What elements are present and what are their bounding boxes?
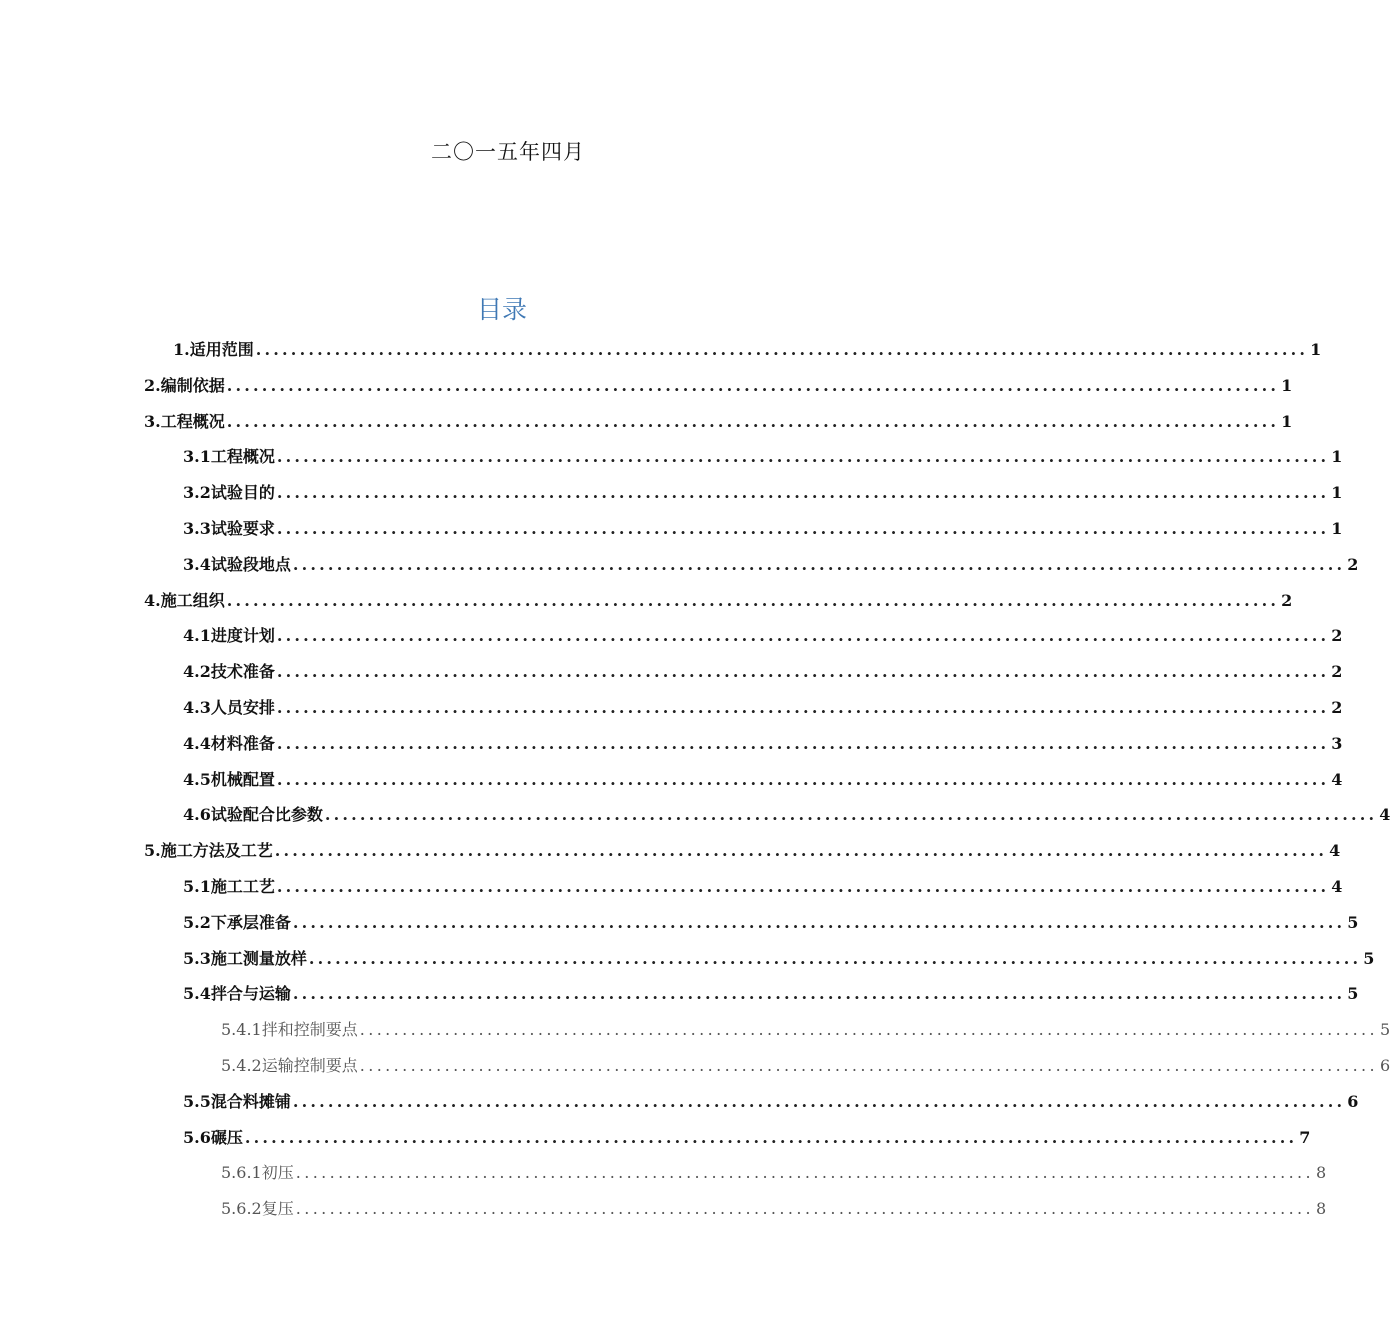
toc-leader-dots: ........................................................................................................................	[292, 1091, 1346, 1111]
toc-entry-label: 5.6碾压	[183, 1127, 243, 1147]
toc-leader-dots: ........................................................................................................................	[292, 554, 1346, 574]
toc-entry-page: 1	[1331, 483, 1343, 503]
toc-entry-label: 3.4试验段地点	[183, 554, 291, 574]
toc-leader-dots: ........................................................................................................................	[292, 984, 1346, 1004]
toc-entry-page: 4	[1331, 769, 1343, 789]
toc-entry[interactable]	[183, 909, 1359, 933]
toc-leader-dots: ........................................................................................................................	[308, 948, 1362, 968]
toc-entry[interactable]	[183, 551, 1359, 575]
toc-entry-label: 5.2下承层准备	[183, 912, 291, 932]
toc-leader-dots: ........................................................................................................................	[244, 1127, 1298, 1147]
toc-leader-dots: ........................................................................................................................	[276, 698, 1330, 717]
toc-entry[interactable]	[183, 980, 1359, 1004]
toc-entry-label: 4.2技术准备	[183, 662, 275, 682]
toc-entry-label: 4.施工组织	[144, 590, 225, 610]
toc-entry-label: 3.工程概况	[144, 411, 225, 431]
toc-title: 目录	[476, 295, 527, 324]
toc-entry-label: 5.3施工测量放样	[183, 948, 307, 968]
toc-entry-label: 1.适用范围	[173, 340, 254, 359]
toc-leader-dots: ........................................................................................................................	[324, 805, 1378, 825]
toc-leader-dots: ........................................................................................................................	[276, 769, 1330, 789]
toc-entry-label: 4.3人员安排	[183, 698, 275, 717]
toc-entry-page: 1	[1331, 519, 1343, 538]
toc-entry-page: 5	[1347, 984, 1359, 1004]
toc-leader-dots: ........................................................................................................................	[276, 877, 1330, 896]
toc-leader-dots: ........................................................................................................................	[359, 1056, 1379, 1075]
toc-entry[interactable]	[183, 801, 1390, 825]
toc-entry[interactable]	[221, 1016, 1390, 1040]
toc-entry[interactable]	[183, 730, 1343, 754]
toc-entry-label: 4.4材料准备	[183, 733, 275, 753]
toc-leader-dots: ........................................................................................................................	[276, 483, 1330, 503]
toc-entry-label: 4.1进度计划	[183, 626, 275, 646]
toc-entry-label: 4.5机械配置	[183, 769, 275, 789]
toc-entry-page: 4	[1379, 805, 1390, 825]
toc-entry-label: 5.4拌合与运输	[183, 984, 291, 1004]
toc-entry-label: 5.5混合料摊铺	[183, 1091, 291, 1111]
toc-entry-page: 3	[1331, 733, 1343, 753]
toc-entry[interactable]	[183, 443, 1343, 467]
toc-entry[interactable]	[183, 479, 1343, 503]
toc-entry[interactable]	[183, 1124, 1311, 1148]
toc-entry-page: 1	[1331, 447, 1343, 467]
toc-entry-label: 3.3试验要求	[183, 519, 275, 538]
toc-entry-label: 5.6.2复压	[221, 1199, 294, 1219]
toc-entry-page: 2	[1347, 554, 1359, 574]
toc-entry[interactable]	[183, 1088, 1359, 1112]
toc-leader-dots: ........................................................................................................................	[276, 626, 1330, 646]
toc-entry[interactable]	[183, 766, 1343, 790]
toc-entry-page: 1	[1281, 375, 1293, 395]
toc-entry-label: 5.1施工工艺	[183, 877, 275, 896]
toc-leader-dots: ........................................................................................................................	[226, 590, 1280, 610]
toc-entry[interactable]	[173, 336, 1322, 360]
toc-leader-dots: ........................................................................................................................	[276, 447, 1330, 467]
toc-leader-dots: ........................................................................................................................	[295, 1199, 1315, 1219]
toc-entry[interactable]	[144, 587, 1293, 611]
toc-leader-dots: ........................................................................................................................	[292, 912, 1346, 932]
toc-entry-page: 2	[1331, 626, 1343, 646]
toc-leader-dots: ........................................................................................................................	[274, 841, 1328, 861]
toc-entry[interactable]	[221, 1195, 1327, 1219]
toc-entry-page: 5	[1363, 948, 1375, 968]
toc-entry-page: 1	[1281, 411, 1293, 431]
toc-entry-page: 7	[1299, 1127, 1311, 1147]
toc-entry-page: 8	[1316, 1163, 1327, 1183]
toc-leader-dots: ........................................................................................................................	[276, 662, 1330, 682]
toc-entry-page: 6	[1347, 1091, 1359, 1111]
toc-entry-page: 2	[1281, 590, 1293, 610]
toc-entry-label: 5.4.1拌和控制要点	[221, 1020, 358, 1040]
toc-entry-label: 5.6.1初压	[221, 1163, 294, 1183]
toc-entry-page: 8	[1316, 1199, 1327, 1219]
toc-entry-label: 2.编制依据	[144, 375, 225, 395]
toc-entry-label: 5.4.2运输控制要点	[221, 1056, 358, 1075]
toc-entry[interactable]	[183, 694, 1343, 718]
toc-entry[interactable]	[221, 1159, 1327, 1183]
toc-leader-dots: ........................................................................................................................	[295, 1163, 1315, 1183]
toc-entry[interactable]	[183, 873, 1343, 897]
toc-entry[interactable]	[144, 408, 1293, 432]
toc-entry-label: 5.施工方法及工艺	[144, 841, 273, 861]
toc-entry-page: 6	[1380, 1056, 1390, 1075]
toc-leader-dots: ........................................................................................................................	[226, 375, 1280, 395]
toc-entry-label: 3.2试验目的	[183, 483, 275, 503]
toc-leader-dots: ........................................................................................................................	[276, 733, 1330, 753]
toc-leader-dots: ........................................................................................................................	[276, 519, 1330, 538]
toc-entry[interactable]	[183, 622, 1343, 646]
toc-entry-page: 2	[1331, 698, 1343, 717]
toc-entry-page: 4	[1331, 877, 1343, 896]
toc-entry-label: 3.1工程概况	[183, 447, 275, 467]
toc-leader-dots: ........................................................................................................................	[226, 411, 1280, 431]
toc-entry[interactable]	[183, 658, 1343, 682]
document-date: 二〇一五年四月	[431, 140, 585, 164]
toc-entry-label: 4.6试验配合比参数	[183, 805, 323, 825]
toc-leader-dots: ........................................................................................................................	[255, 340, 1309, 359]
toc-entry[interactable]	[183, 945, 1375, 969]
toc-entry-page: 1	[1310, 340, 1322, 359]
toc-entry[interactable]	[144, 837, 1341, 861]
toc-entry-page: 2	[1331, 662, 1343, 682]
toc-entry[interactable]	[221, 1052, 1390, 1076]
toc-leader-dots: ........................................................................................................................	[359, 1020, 1379, 1040]
toc-entry[interactable]	[183, 515, 1343, 539]
toc-entry-page: 5	[1347, 912, 1359, 932]
toc-entry[interactable]	[144, 372, 1293, 396]
toc-entry-page: 5	[1380, 1020, 1390, 1040]
toc-entry-page: 4	[1329, 841, 1341, 861]
